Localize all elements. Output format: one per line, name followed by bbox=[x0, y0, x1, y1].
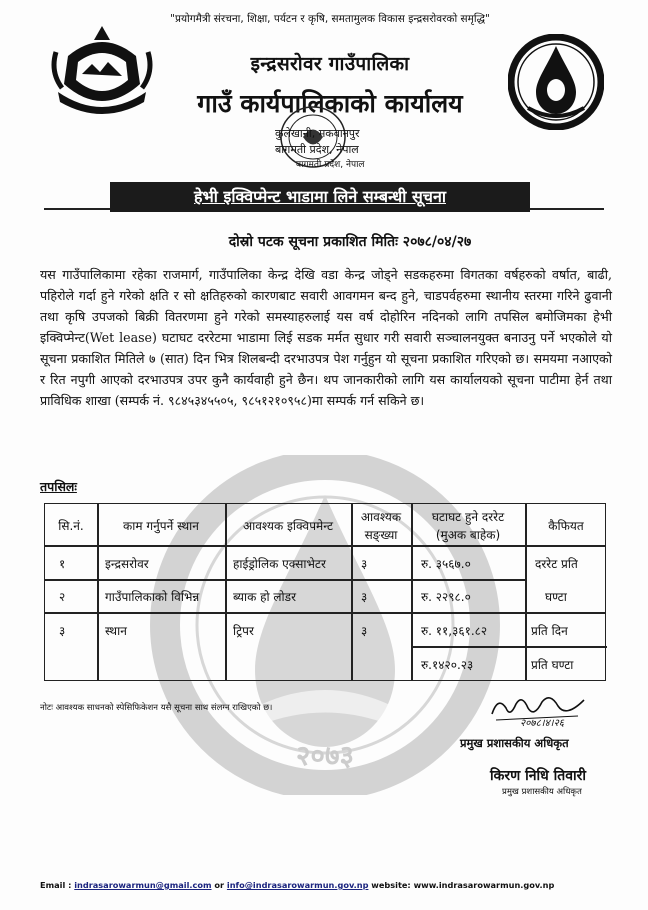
table-row-divider bbox=[45, 545, 605, 547]
row-1-equipment: हाईड्रोलिक एक्साभेटर bbox=[233, 557, 326, 571]
address-line-2: बागमती प्रदेश, नेपाल bbox=[275, 143, 359, 156]
publish-date: दोस्रो पटक सूचना प्रकाशित मितिः २०७८/०४/२७ bbox=[228, 234, 472, 250]
header-quantity-line2: सङ्ख्या bbox=[364, 528, 398, 542]
address-line-1: कुलेखानी, मकवानपुर bbox=[275, 127, 360, 140]
details-label: तपसिलः bbox=[40, 479, 77, 494]
row-2-sn: २ bbox=[59, 590, 66, 604]
notice-body: यस गाउँपालिकामा रहेका राजमार्ग, गाउँपालिका केन्द्र देखि वडा केन्द्र जोड्ने सडकहरुमा विगतका वर्षहरुको वर्षात, बाढी, पहिरोले गर्दा हुने गरेको क्षति र सो क्षतिहरुको कारणबाट सवारी आवगमन बन्द हुने, चाडपर्वहरुमा स्थानीय स्तरमा गरिने ढुवानी तथा कृषि उपजको बिक्री वितरणमा हुने गरेको समस्याहरुलाई यस वर्ष दोहोरिन नदिनको लागि तपसिल बमोजिमका हेभी इक्विप्मेन्ट(Wet lease) घटाघट दररेटमा भाडामा लिई सडक मर्मत सुधार गरी सवारी सञ्चालनयुक्त बनाउनु पर्ने भएकोले यो सूचना प्रकाशित मितिले ७ (सात) दिन भित्र शिलबन्दी दरभाउपत्र पेश गर्नुहुन यो सूचना प्रकाशित गरिएको छ। समयमा नआएको र रित नपुगी आएको दरभाउपत्र उपर कुनै कार्यवाही हुने छैन। थप जानकारीको लागि यस कार्यालयको सूचना पाटीमा हेर्न तथा प्राविधिक शाखा (सम्पर्क नं. ९८४५३४५५०५, ९८५१२१०९५८)मा सम्पर्क गर्न सकिने छ। bbox=[40, 267, 612, 408]
row-1-quantity: ३ bbox=[361, 557, 368, 571]
office-name: इन्द्रसरोवर गाउँपालिका bbox=[250, 53, 410, 75]
place-line-1: इन्द्रसरोवर bbox=[105, 557, 149, 571]
remarks-group-line2: घण्टा bbox=[545, 590, 567, 604]
footer-website-label: website: bbox=[371, 880, 411, 890]
notice-title: हेभी इक्विप्मेन्ट भाडामा लिने सम्बन्धी सूचना bbox=[194, 187, 446, 206]
watermark-year: २०७३ bbox=[295, 739, 355, 772]
header-rate-line1: घटाघट हुने दररेट bbox=[431, 510, 505, 524]
row-2-equipment: ब्याक हो लोडर bbox=[233, 590, 296, 604]
header-equipment: आवश्यक इक्विपमेन्ट bbox=[242, 519, 334, 533]
header-place: काम गर्नुपर्ने स्थान bbox=[123, 519, 199, 533]
motto: "प्रयोगमैत्री संरचना, शिक्षा, पर्यटन र कृषि, समतामुलक विकास इन्द्रसरोवरको समृद्धि" bbox=[170, 13, 490, 25]
signature-date: २०७८।४।२६ bbox=[520, 718, 564, 729]
remarks-per-day: प्रति दिन bbox=[531, 624, 568, 638]
footer-email-label: Email : bbox=[40, 880, 72, 890]
table-row-divider bbox=[411, 646, 607, 648]
row-3-quantity: ३ bbox=[361, 624, 368, 638]
row-2-rate: रु. २२९८.० bbox=[421, 590, 471, 604]
row-2-quantity: ३ bbox=[361, 590, 368, 604]
footer-website: www.indrasarowarmun.gov.np bbox=[413, 880, 555, 890]
footer-email-2-link[interactable]: info@indrasarowarmun.gov.np bbox=[226, 880, 369, 890]
row-3-sn: ३ bbox=[59, 624, 66, 638]
row-1-sn: १ bbox=[59, 557, 66, 571]
table-row-divider bbox=[45, 612, 605, 614]
place-line-2: गाउँपालिकाको विभिन्न bbox=[105, 590, 200, 604]
footer-or: or bbox=[214, 880, 225, 890]
signatory-name: किरण निधि तिवारी bbox=[490, 768, 586, 784]
signatory-title: प्रमुख प्रशासकीय अधिकृत bbox=[460, 736, 569, 750]
address-line-3: बागमती प्रदेश, नेपाल bbox=[296, 160, 365, 170]
table-row-divider bbox=[45, 579, 525, 581]
municipality-logo bbox=[508, 34, 604, 130]
header-remarks: कैफियत bbox=[548, 519, 584, 533]
header-rate-line2: (मुअक बाहेक) bbox=[435, 528, 501, 542]
header-quantity-line1: आवश्यक bbox=[360, 510, 402, 524]
footer-contact bbox=[40, 880, 600, 890]
header-sn: सि.नं. bbox=[58, 519, 84, 533]
row-3-equipment: ट्रिपर bbox=[233, 624, 254, 638]
row-1-rate: रु. ३५६७.० bbox=[421, 557, 471, 571]
remarks-per-hour: प्रति घण्टा bbox=[531, 658, 574, 672]
remarks-group-line1: दररेट प्रति bbox=[535, 557, 578, 571]
row-3-rate-per-hour: रु.१४२०.२३ bbox=[421, 658, 474, 672]
equipment-table bbox=[44, 503, 606, 681]
row-3-rate: रु. ११,३६१.८२ bbox=[421, 624, 488, 638]
office-title: गाउँ कार्यपालिकाको कार्यालय bbox=[197, 89, 463, 118]
place-line-3: स्थान bbox=[105, 624, 127, 638]
signatory-post: प्रमुख प्रशासकीय अधिकृत bbox=[502, 787, 582, 797]
footer-email-1-link[interactable]: indrasarowarmun@gmail.com bbox=[74, 880, 212, 890]
specification-note: नोटः आवश्यक साधनको स्पेसिफिकेशन यसै सूचना साथ संलग्न राखिएको छ। bbox=[40, 703, 273, 713]
